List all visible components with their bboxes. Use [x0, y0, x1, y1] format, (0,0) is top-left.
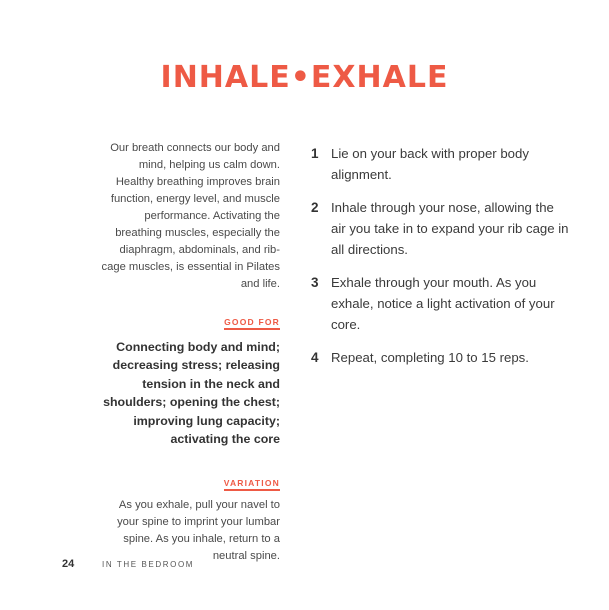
step-number: 1 [311, 146, 319, 161]
step-number: 3 [311, 275, 319, 290]
step-item [311, 197, 571, 260]
step-number: 2 [311, 200, 319, 215]
step-item [311, 143, 571, 185]
variation-section [100, 468, 280, 565]
step-item [311, 347, 571, 368]
step-text: Repeat, completing 10 to 15 reps. [331, 350, 529, 365]
steps-list [311, 143, 571, 380]
step-item [311, 272, 571, 335]
running-head: IN THE BEDROOM [102, 560, 195, 569]
sidebar-column [100, 140, 280, 565]
step-text: Exhale through your mouth. As you exhale, notice a light activation of your core. [331, 275, 555, 332]
good-for-section [100, 307, 280, 448]
step-text: Inhale through your nose, allowing the air you take in to expand your rib cage in all directions. [331, 200, 569, 257]
variation-label: VARIATION [224, 478, 280, 491]
good-for-text: Connecting body and mind; decreasing stress; releasing tension in the neck and shoulders; opening the chest; improving lung capacity; activating the core [103, 340, 280, 447]
page-footer [62, 558, 194, 570]
variation-text: As you exhale, pull your navel to your spine to imprint your lumbar spine. As you inhale, return to a neutral spine. [117, 499, 280, 563]
good-for-label: GOOD FOR [224, 317, 280, 330]
step-text: Lie on your back with proper body alignment. [331, 146, 529, 182]
page-number: 24 [62, 558, 75, 570]
step-number: 4 [311, 350, 319, 365]
intro-paragraph: Our breath connects our body and mind, helping us calm down. Healthy breathing improves brain function, energy level, and muscle performance. Activating the breathing muscles, especially the diaphragm, abdominals, and rib-cage muscles, is essential in Pilates and life. [101, 142, 280, 290]
page-title: INHALE•EXHALE [160, 60, 449, 95]
